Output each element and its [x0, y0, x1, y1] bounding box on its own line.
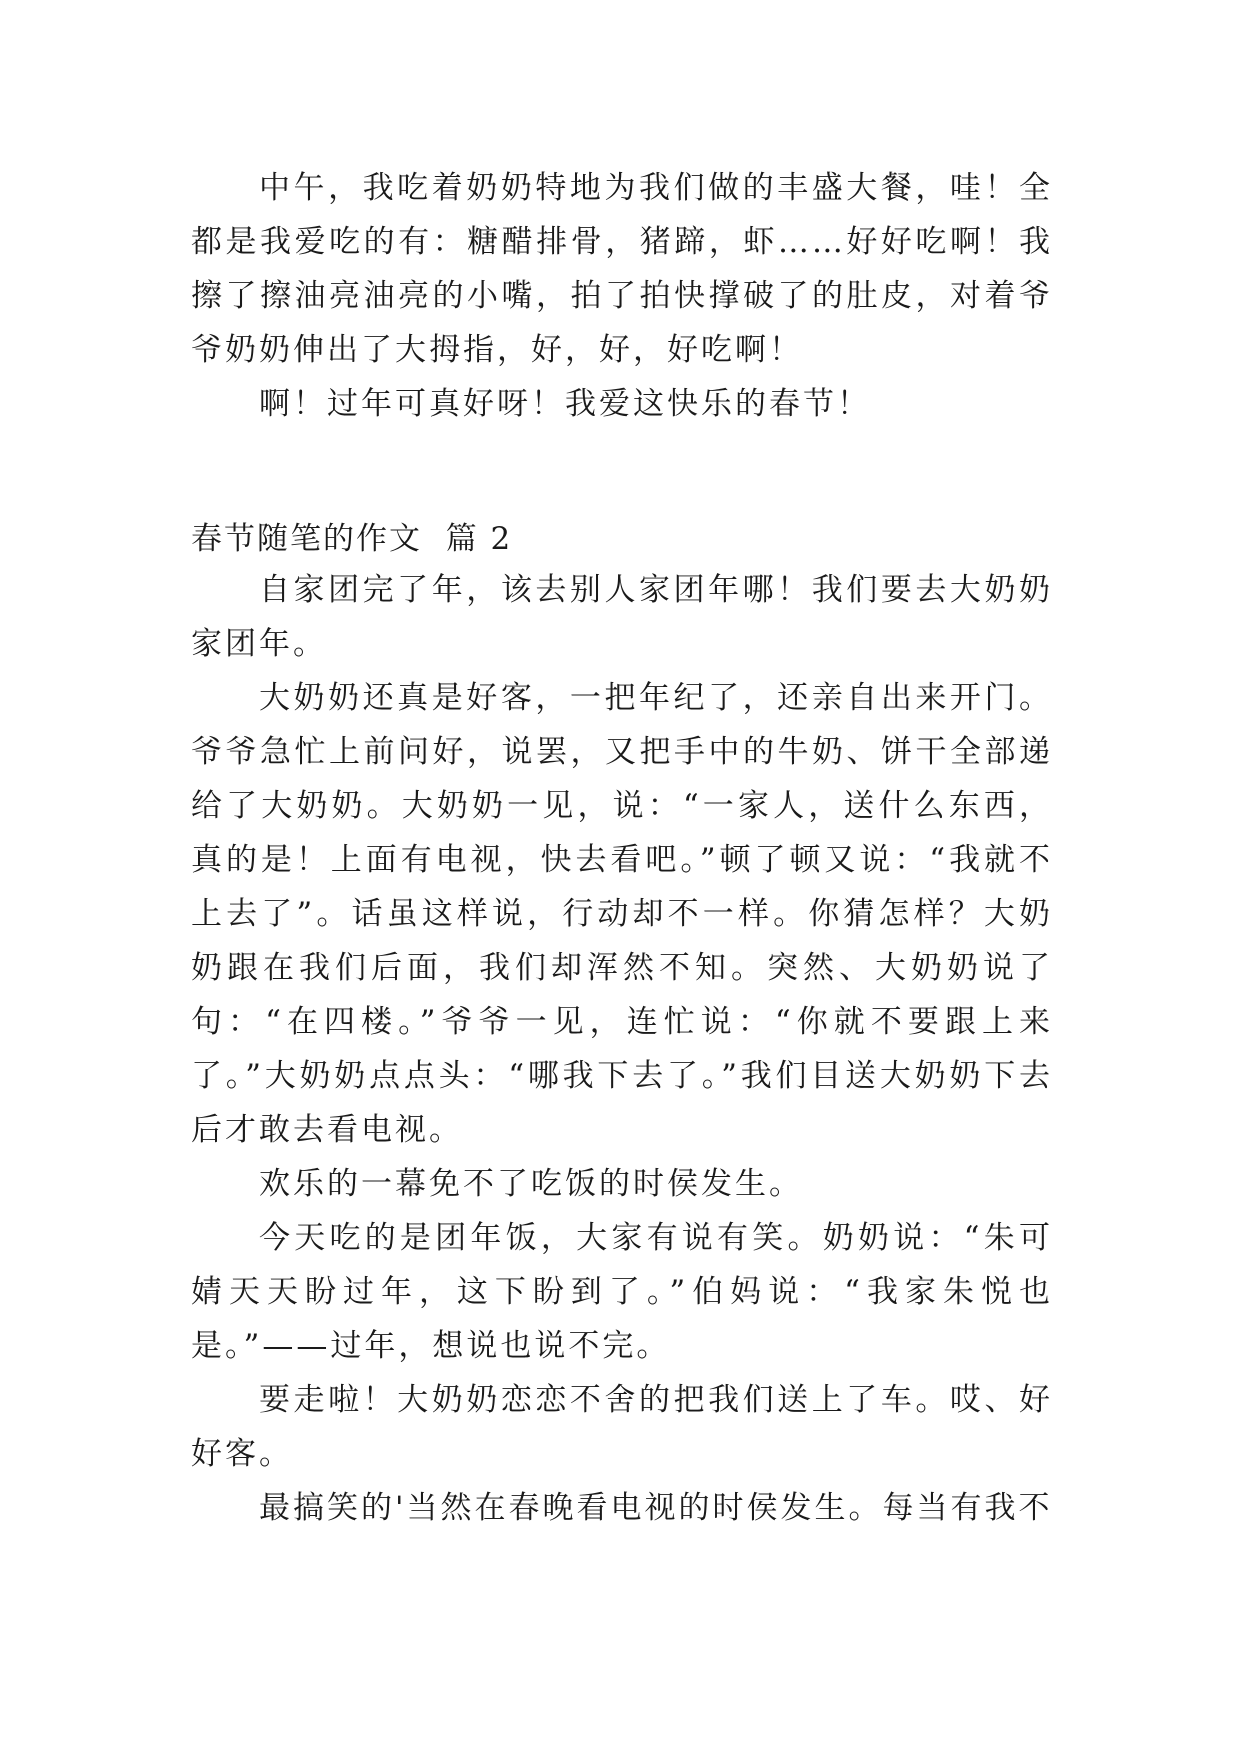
section-heading: 春节随笔的作文 篇 2 [191, 521, 513, 557]
section-1-body [191, 161, 1053, 431]
paragraph: 最搞笑的'当然在春晚看电视的时侯发生。每当有我不 [259, 1490, 1053, 1526]
paragraph: 啊！过年可真好呀！我爱这快乐的春节！ [259, 386, 871, 422]
paragraph: 今天吃的是团年饭，大家有说有笑。奶奶说：“朱可婧天天盼过年，这下盼到了。”伯妈说：“我家朱悦也是。”——过年，想说也说不完。 [191, 1220, 1053, 1364]
paragraph: 要走啦！大奶奶恋恋不舍的把我们送上了车。哎、好好客。 [191, 1382, 1053, 1472]
paragraph: 欢乐的一幕免不了吃饭的时侯发生。 [259, 1166, 803, 1202]
paragraph: 自家团完了年，该去别人家团年哪！我们要去大奶奶家团年。 [191, 572, 1053, 662]
paragraph: 中午，我吃着奶奶特地为我们做的丰盛大餐，哇！全都是我爱吃的有：糖醋排骨，猪蹄，虾……好好吃啊！我擦了擦油亮油亮的小嘴，拍了拍快撑破了的肚皮，对着爷爷奶奶伸出了大拇指，好，好，好吃啊！ [191, 170, 1053, 368]
section-2-body [191, 563, 1053, 1535]
paragraph: 大奶奶还真是好客，一把年纪了，还亲自出来开门。爷爷急忙上前问好，说罢，又把手中的牛奶、饼干全部递给了大奶奶。大奶奶一见，说：“一家人，送什么东西，真的是！上面有电视，快去看吧。”顿了顿又说：“我就不上去了”。话虽这样说，行动却不一样。你猜怎样？大奶奶跟在我们后面，我们却浑然不知。突然、大奶奶说了句：“在四楼。”爷爷一见，连忙说：“你就不要跟上来了。”大奶奶点点头：“哪我下去了。”我们目送大奶奶下去后才敢去看电视。 [191, 680, 1053, 1148]
